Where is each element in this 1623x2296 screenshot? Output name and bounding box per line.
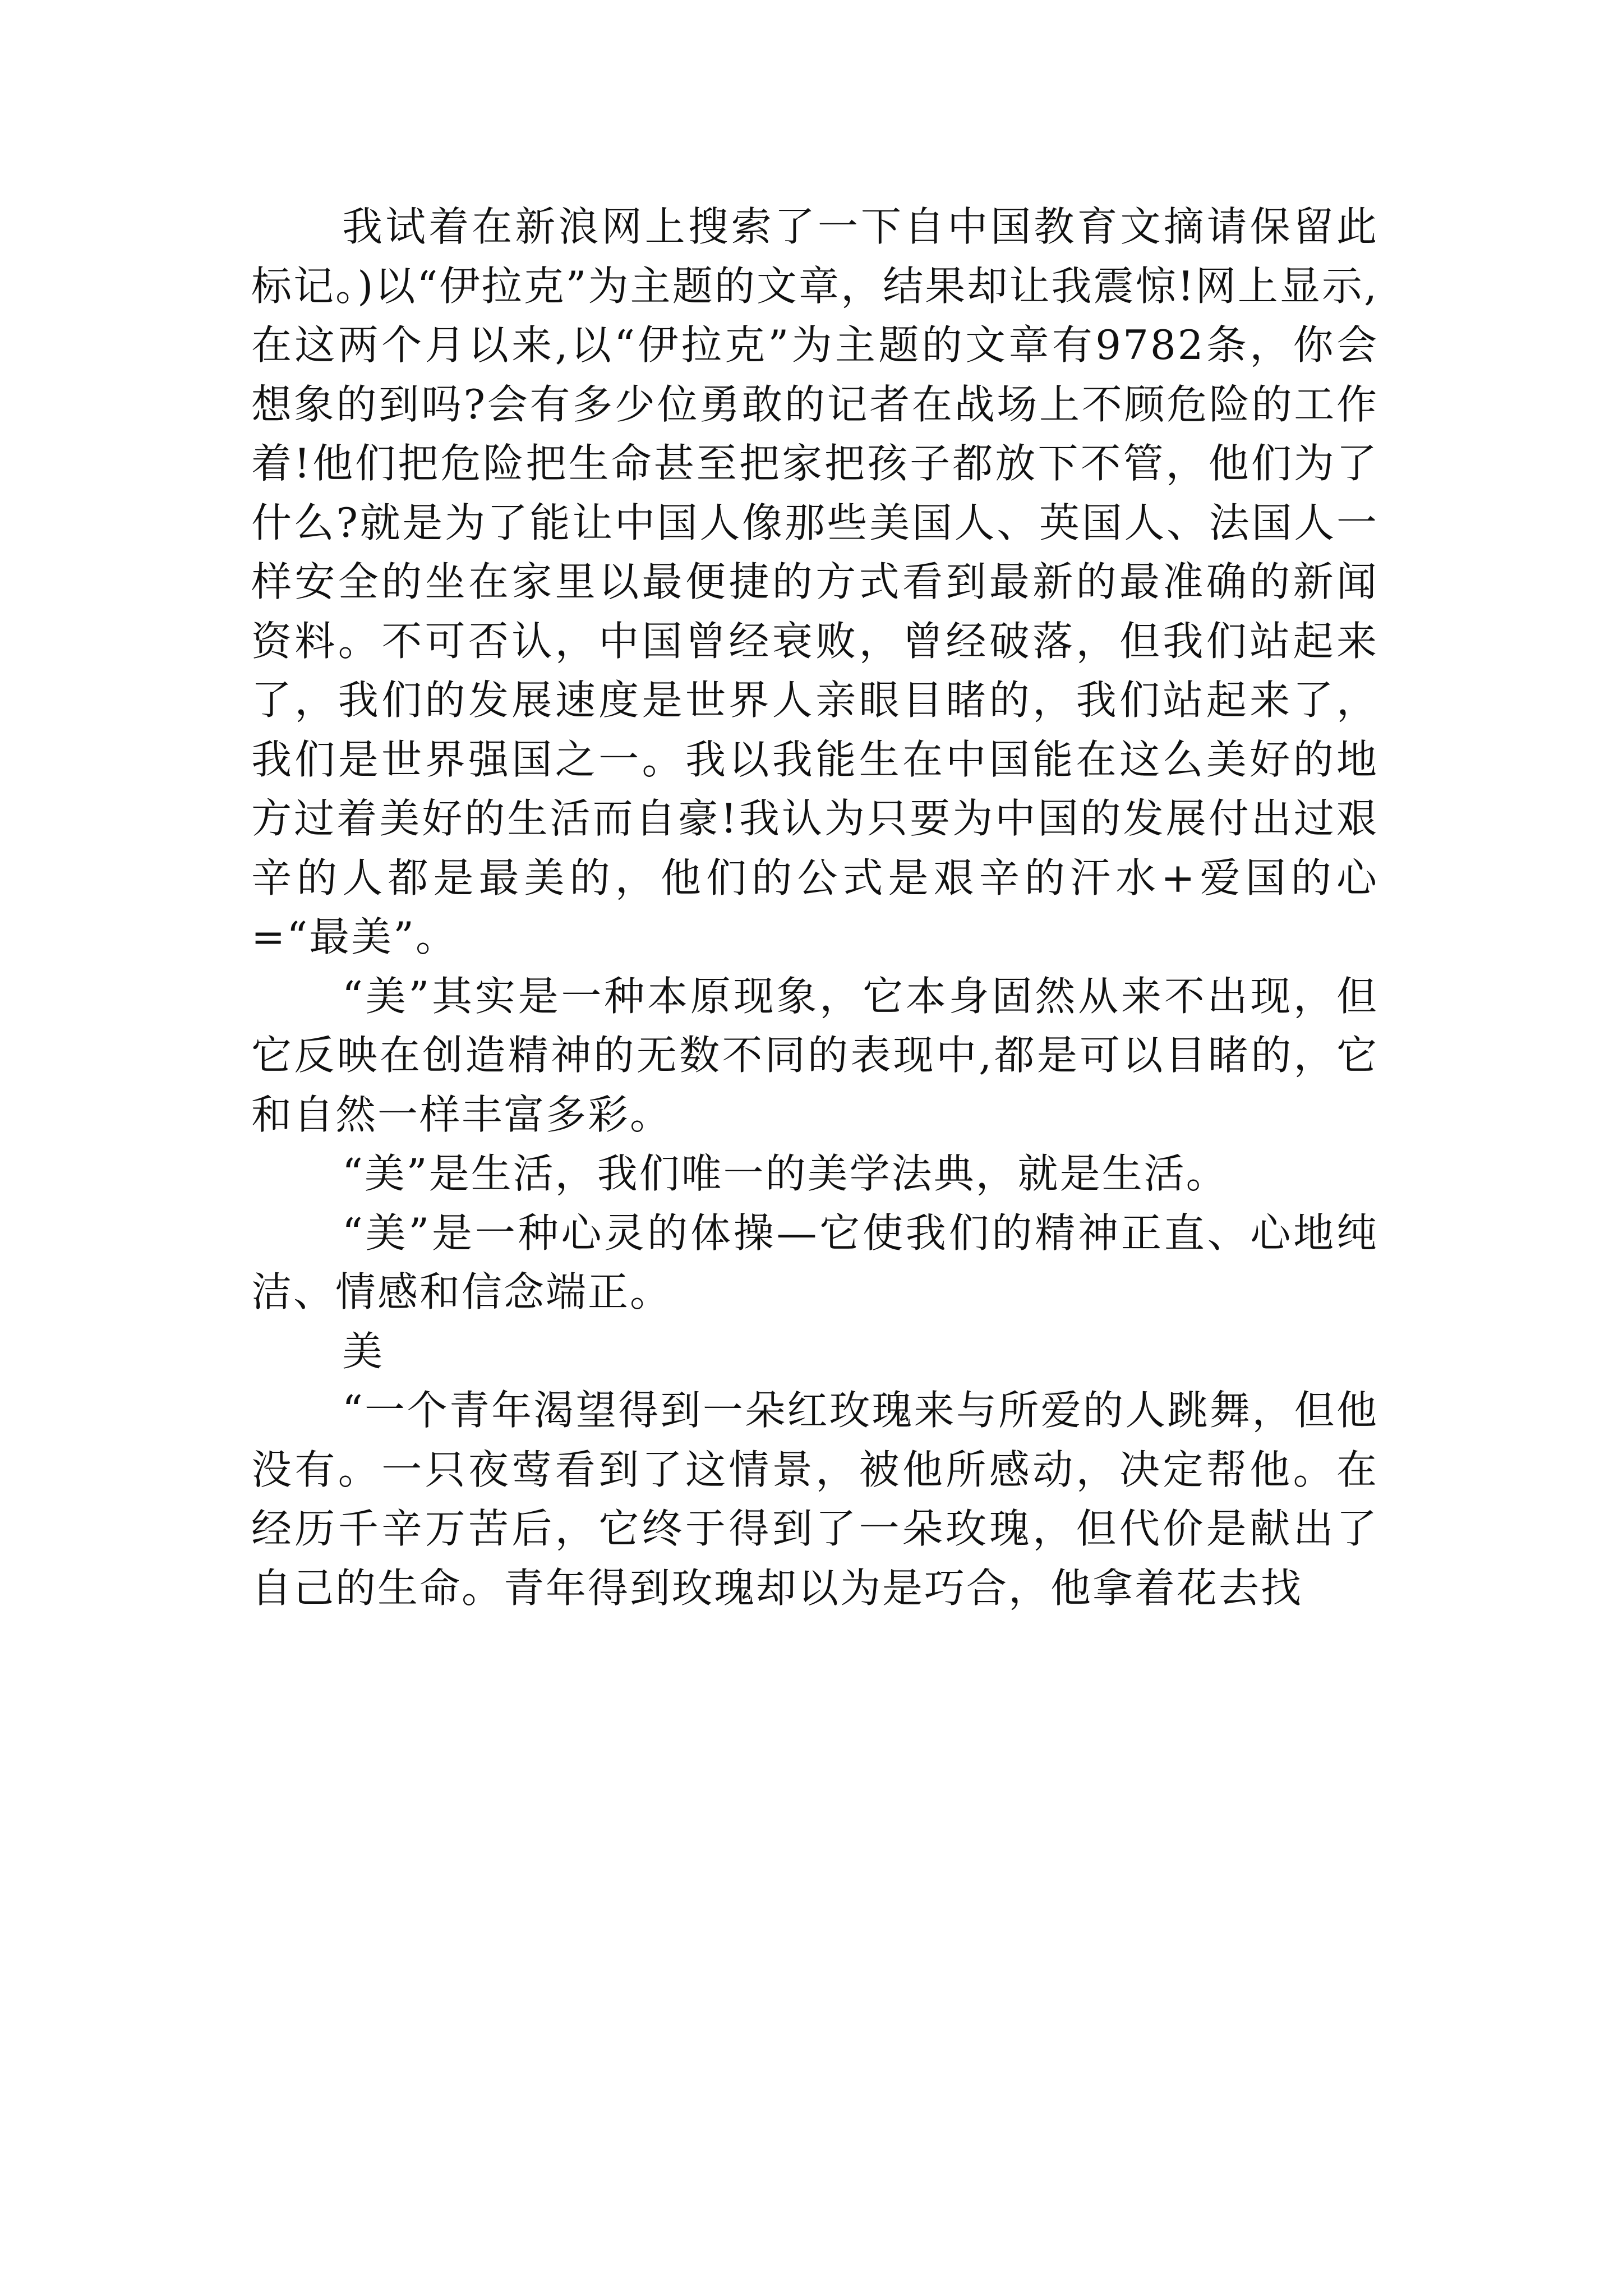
paragraph-beauty-heading: 美 bbox=[342, 1327, 385, 1375]
paragraph-beauty-soul: “美”是一种心灵的体操—它使我们的精神正直、心地纯洁、情感和信念端正。 bbox=[251, 1209, 1378, 1315]
paragraph-nightingale-story: “一个青年渴望得到一朵红玫瑰来与所爱的人跳舞，但他没有。一只夜莺看到了这情景，被他所感动，决定帮他。在经历千辛万苦后，它终于得到了一朵玫瑰，但代价是献出了自己的生命。青年得到玫瑰却以为是巧合，他拿着花去找 bbox=[251, 1387, 1378, 1612]
paragraph-beauty-original: “美”其实是一种本原现象，它本身固然从来不出现，但它反映在创造精神的无数不同的表现中,都是可以目睹的，它和自然一样丰富多彩。 bbox=[251, 972, 1378, 1138]
paragraph-iraq-reporters: 我试着在新浪网上搜索了一下自中国教育文摘请保留此标记。)以“伊拉克”为主题的文章，结果却让我震惊!网上显示,在这两个月以来,以“伊拉克”为主题的文章有9782条，你会想象的到吗?会有多少位勇敢的记者在战场上不顾危险的工作着!他们把危险把生命甚至把家把孩子都放下不管，他们为了什么?就是为了能让中国人像那些美国人、英国人、法国人一样安全的坐在家里以最便捷的方式看到最新的最准确的新闻资料。不可否认，中国曾经衰败，曾经破落，但我们站起来了，我们的发展速度是世界人亲眼目睹的，我们站起来了，我们是世界强国之一。我以我能生在中国能在这么美好的地方过着美好的生活而自豪!我认为只要为中国的发展付出过艰辛的人都是最美的，他们的公式是艰辛的汗水+爱国的心=“最美”。 bbox=[251, 203, 1378, 960]
paragraph-beauty-life: “美”是生活，我们唯一的美学法典，就是生活。 bbox=[342, 1150, 1228, 1197]
document-body bbox=[251, 197, 1378, 1618]
